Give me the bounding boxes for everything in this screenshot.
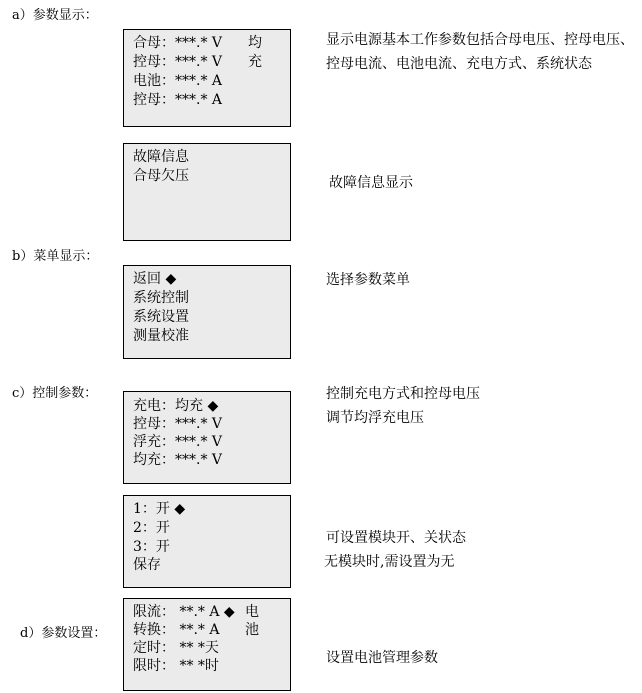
menu-item-system-settings: 系统设置 <box>133 309 189 325</box>
description-param-display-line1: 显示电源基本工作参数包括合母电压、控母电压、 <box>326 32 634 48</box>
lcd-status-char: 电 <box>245 604 259 620</box>
description-module-line1: 可设置模块开、关状态 <box>326 530 466 546</box>
lcd-line: 2：开 <box>133 520 170 536</box>
lcd-module-switch <box>123 495 291 588</box>
lcd-line: 限时： ** *时 <box>133 658 219 674</box>
description-battery: 设置电池管理参数 <box>326 650 438 666</box>
description-menu: 选择参数菜单 <box>326 272 410 288</box>
menu-item-back: 返回 ◆ <box>133 271 177 287</box>
menu-item-system-control: 系统控制 <box>133 290 189 306</box>
section-label-menu-display: b）菜单显示： <box>12 249 99 264</box>
description-control-line2: 调节均浮充电压 <box>326 410 424 426</box>
lcd-line: 故障信息 <box>133 149 189 165</box>
lcd-menu <box>123 265 291 359</box>
lcd-status-char: 均 <box>248 35 262 51</box>
lcd-param-display <box>123 29 291 127</box>
lcd-line: 控母：***.* V <box>133 416 223 432</box>
lcd-line: 合母：***.* V <box>133 35 223 51</box>
lcd-line: 合母欠压 <box>133 168 189 184</box>
lcd-line: 1：开 ◆ <box>133 501 186 517</box>
description-fault: 故障信息显示 <box>329 175 413 191</box>
lcd-line: 均充：***.* V <box>133 452 223 468</box>
menu-item-calibration: 测量校准 <box>133 328 189 344</box>
lcd-line: 充电：均充 ◆ <box>133 398 219 414</box>
lcd-battery-settings <box>123 598 291 691</box>
lcd-line: 3：开 <box>133 539 170 555</box>
lcd-line: 控母：***.* A <box>133 92 223 108</box>
section-label-param-display: a）参数显示： <box>12 8 98 23</box>
description-control-line1: 控制充电方式和控母电压 <box>326 386 480 402</box>
lcd-line: 限流： **.* A ◆ <box>133 604 235 620</box>
lcd-status-char: 池 <box>245 622 259 638</box>
lcd-fault-info <box>123 143 291 241</box>
lcd-control-params <box>123 391 291 484</box>
description-module-line2: 无模块时,需设置为无 <box>324 554 455 570</box>
lcd-line: 电池：***.* A <box>133 73 223 89</box>
section-label-param-settings: d）参数设置： <box>20 626 107 641</box>
description-param-display-line2: 控母电流、电池电流、充电方式、系统状态 <box>326 56 592 72</box>
lcd-line: 浮充：***.* V <box>133 434 223 450</box>
lcd-status-char: 充 <box>248 54 262 70</box>
section-label-control-params: c）控制参数： <box>12 386 98 401</box>
lcd-line: 控母：***.* V <box>133 54 223 70</box>
lcd-line: 转换： **.* A <box>133 622 220 638</box>
lcd-line: 定时： ** *天 <box>133 640 219 656</box>
lcd-line: 保存 <box>133 557 161 573</box>
